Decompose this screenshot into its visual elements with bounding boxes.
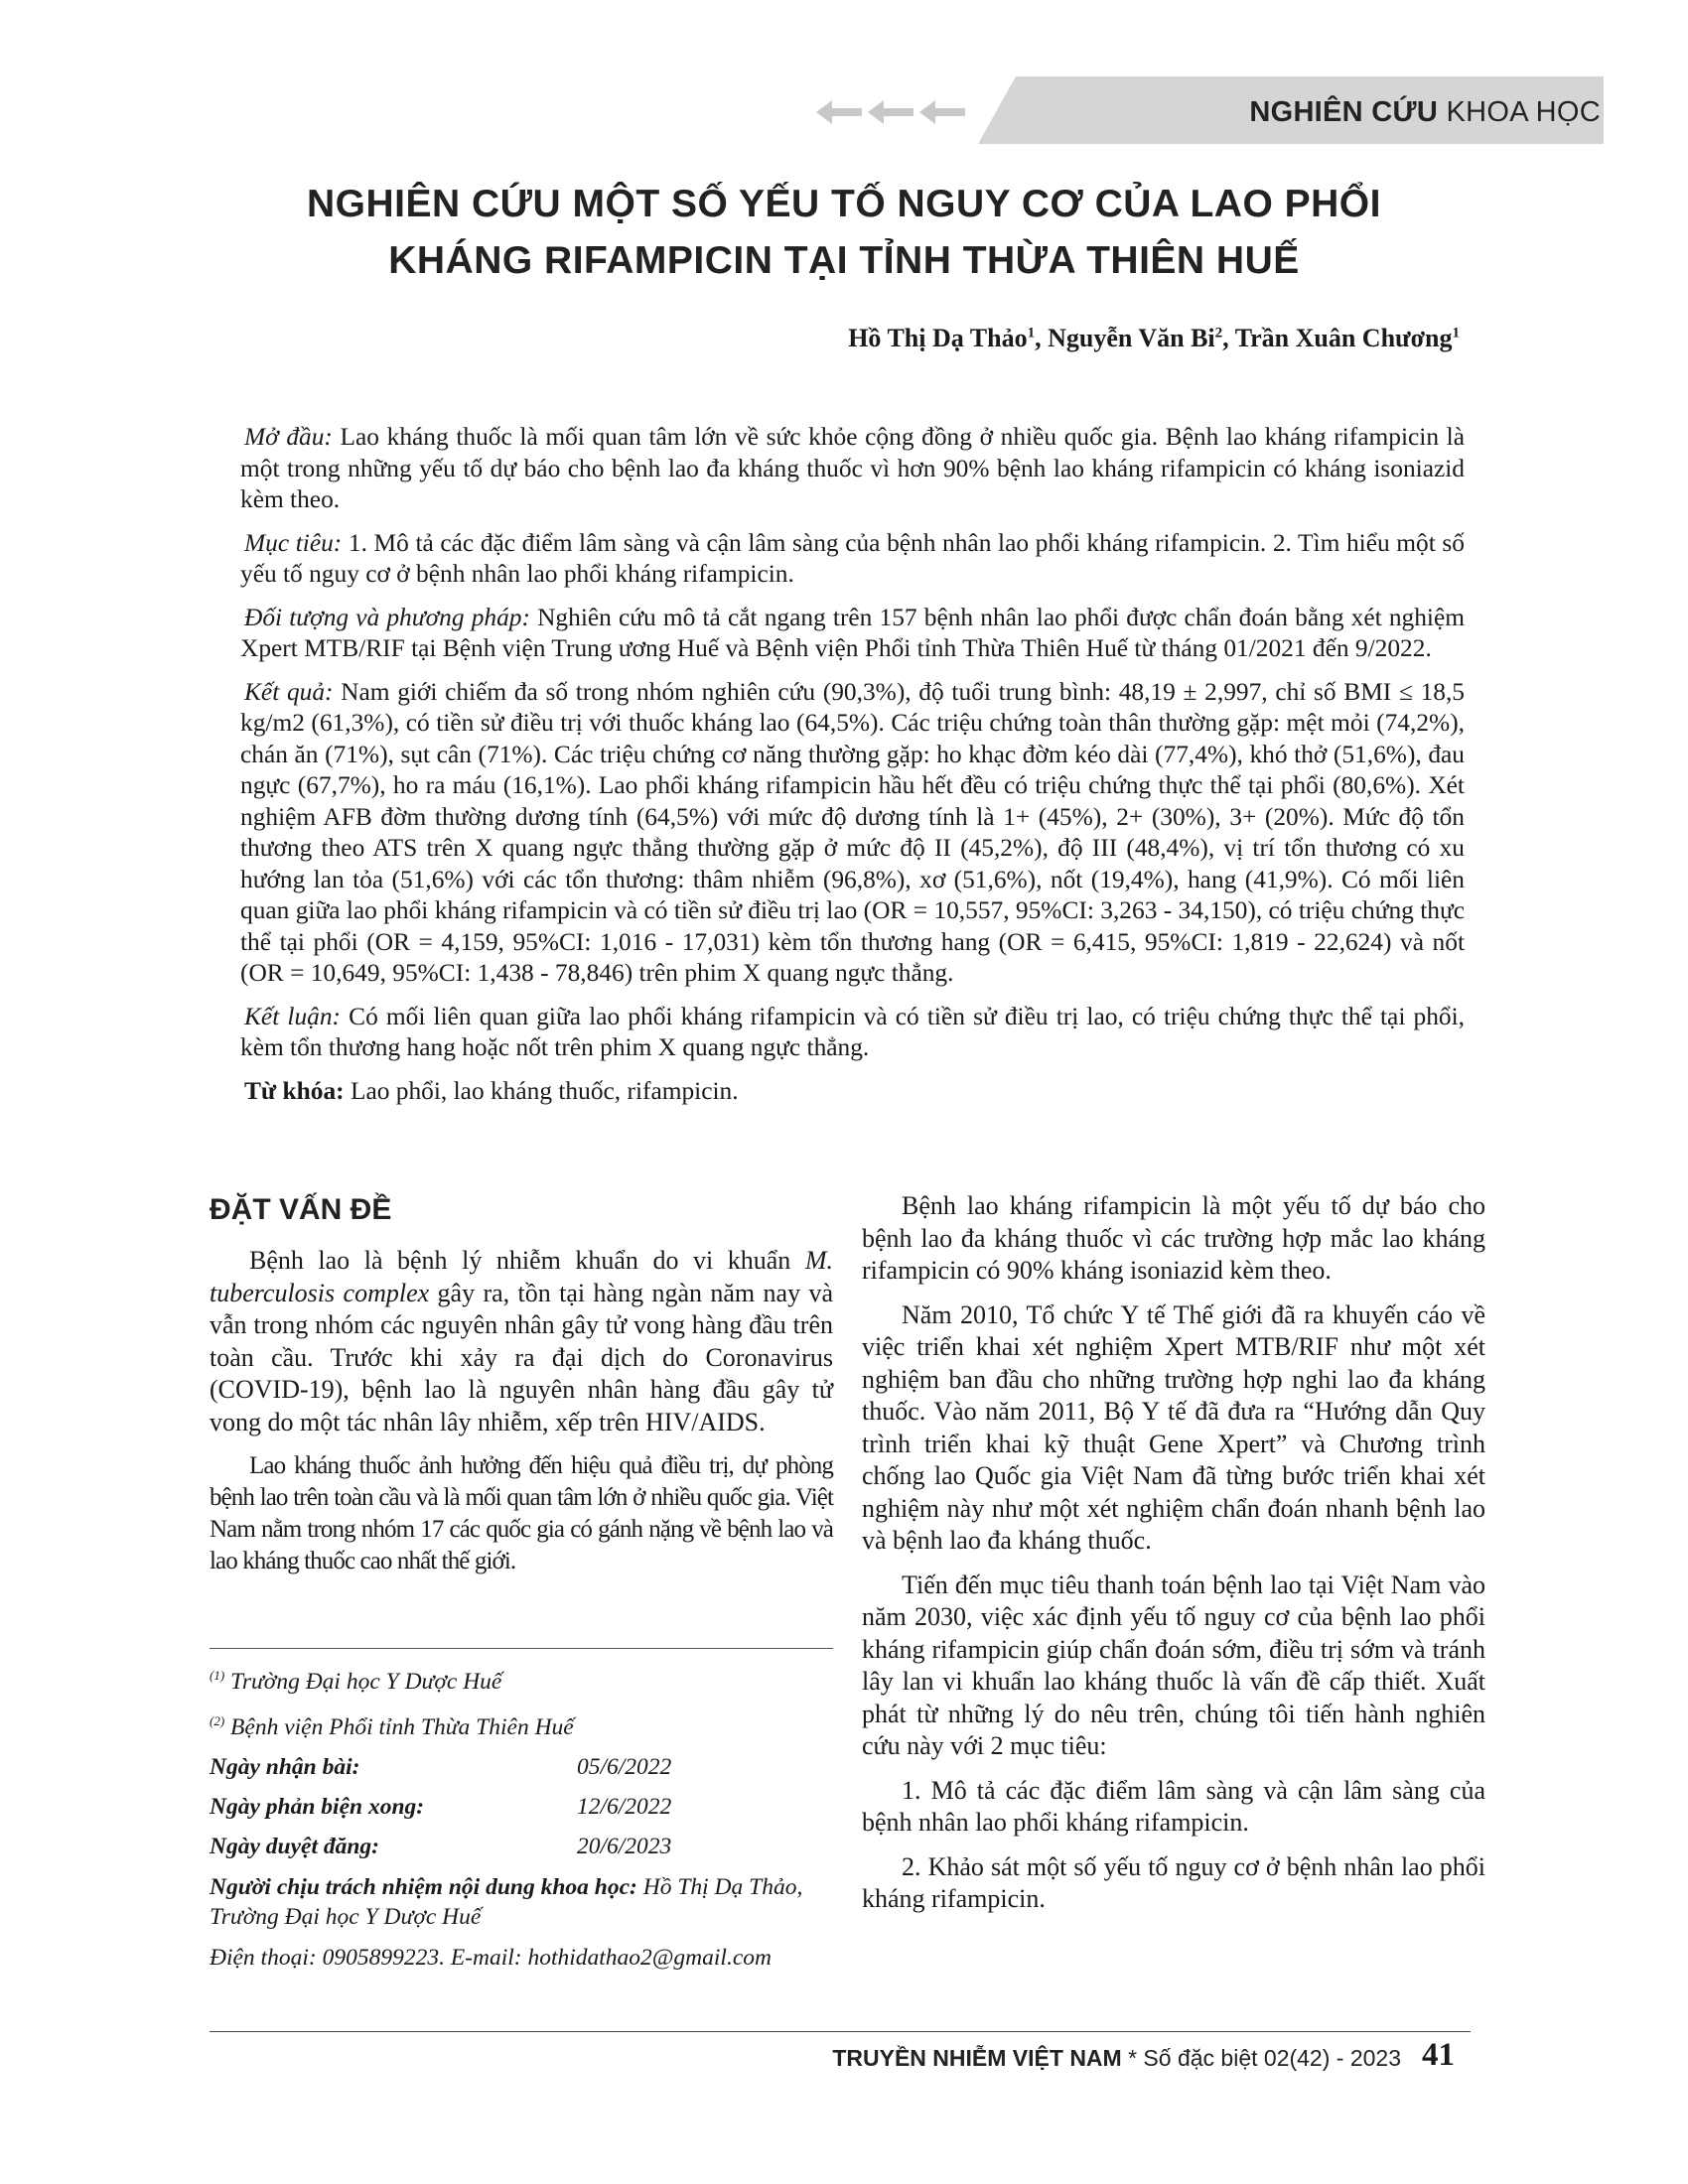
author-name: Nguyễn Văn Bi: [1048, 324, 1215, 352]
keywords-label: Từ khóa:: [244, 1076, 345, 1105]
journal-name: TRUYỀN NHIỄM VIỆT NAM: [832, 2045, 1122, 2071]
objective-item-2: 2. Khảo sát một số yếu tố nguy cơ ở bệnh nhân lao phổi kháng rifampicin.: [862, 1851, 1485, 1913]
abstract-methods: [240, 603, 1465, 665]
intro-paragraph-1: [210, 1245, 833, 1438]
article-title: [149, 176, 1539, 289]
affiliation-2: [210, 1702, 833, 1747]
page-number: 41: [1422, 2037, 1455, 2073]
reviewed-date: 12/6/2022: [577, 1793, 672, 1820]
intro-p1-text-a: Bệnh lao là bệnh lý nhiễm khuẩn do vi khuẩn: [249, 1246, 805, 1275]
author-affiliation: 2: [1214, 325, 1223, 341]
abstract-objective-text: 1. Mô tả các đặc điểm lâm sàng và cận lâm sàng của bệnh nhân lao phổi kháng rifampicin. 2. Tìm hiểu một số yếu tố nguy cơ ở bệnh nhân lao phổi kháng rifampicin.: [240, 528, 1465, 588]
responsible-label: Người chịu trách nhiệm nội dung khoa học:: [210, 1873, 637, 1900]
journal-footer: [832, 2045, 1401, 2072]
section-label: [1249, 96, 1601, 129]
affiliation-1-mark: (1): [210, 1668, 225, 1683]
abstract-conclusion: [240, 1002, 1465, 1064]
abstract-methods-text: Nghiên cứu mô tả cắt ngang trên 157 bệnh nhân lao phổi được chẩn đoán bằng xét nghiệm Xpert MTB/RIF tại Bệnh viện Trung ương Huế và Bệnh viện Phổi tỉnh Thừa Thiên Huế từ tháng 01/2021 đến 9/2022.: [240, 603, 1465, 662]
section-label-rest: KHOA HỌC: [1446, 96, 1601, 128]
issue-info: * Số đặc biệt 02(42) - 2023: [1121, 2045, 1401, 2071]
abstract-results-text: Nam giới chiếm đa số trong nhóm nghiên cứu (90,3%), độ tuổi trung bình: 48,19 ± 2,997, chỉ số BMI ≤ 18,5 kg/m2 (61,3%), có tiền sử điều trị với thuốc kháng lao (64,5%). Các triệu chứng toàn thân thường gặp: mệt mỏi (74,2%), chán ăn (71%), sụt cân (71%). Các triệu chứng cơ năng thường gặp: ho khạc đờm kéo dài (77,4%), khó thở (51,6%), đau ngực (67,7%), ho ra máu (16,1%). Lao phổi kháng rifampicin hầu hết đều có triệu chứng thực thể tại phổi (80,6%). Xét nghiệm AFB đờm thường dương tính (64,5%) với mức độ dương tính là 1+ (45%), 2+ (30%), 3+ (20%). Mức độ tổn thương theo ATS trên X quang ngực thẳng thường gặp ở mức độ II (45,2%), độ III (48,4%), vị trí tổn thương có xu hướng lan tỏa (51,6%) với các tổn thương: thâm nhiễm (96,8%), xơ (51,6%), nốt (19,4%), hang (41,9%). Có mối liên quan giữa lao phổi kháng rifampicin và có tiền sử điều trị lao (OR = 10,557, 95%CI: 3,263 - 34,150), có triệu chứng thực thể tại phổi (OR = 4,159, 95%CI: 1,016 - 17,031) kèm tổn thương hang (OR = 6,415, 95%CI: 1,819 - 22,624) và nốt (OR = 10,649, 95%CI: 1,438 - 78,846) trên phim X quang ngực thẳng.: [240, 677, 1465, 987]
contact-info: Điện thoại: 0905899223. E-mail: hothidathao2@gmail.com: [210, 1944, 772, 1971]
abstract-objective: [240, 528, 1465, 591]
abstract-results: [240, 677, 1465, 990]
reviewed-label: Ngày phản biện xong:: [210, 1793, 425, 1820]
accepted-date: 20/6/2023: [577, 1833, 672, 1859]
received-date: 05/6/2022: [577, 1753, 672, 1780]
accepted-label: Ngày duyệt đăng:: [210, 1833, 380, 1859]
abstract-keywords: [240, 1076, 1465, 1108]
accepted-date-row: [210, 1827, 833, 1866]
intro-paragraph-2: Lao kháng thuốc ảnh hưởng đến hiệu quả điều trị, dự phòng bệnh lao trên toàn cầu và là mối quan tâm lớn ở nhiều quốc gia. Việt Nam nằm trong nhóm 17 các quốc gia có gánh nặng về bệnh lao và lao kháng thuốc cao nhất thế giới.: [210, 1452, 833, 1574]
responsible-text: Hồ Thị Dạ Thảo, Trường Đại học Y Dược Huế: [210, 1873, 803, 1930]
reviewed-date-row: [210, 1787, 833, 1827]
author-name: Trần Xuân Chương: [1234, 324, 1453, 352]
right-column: [862, 1190, 1485, 1928]
left-column: [210, 1245, 833, 1589]
section-label-bold: NGHIÊN CỨU: [1249, 96, 1439, 128]
intro-p1-text-b: gây ra, tồn tại hàng ngàn năm nay và vẫn trong nhóm các nguyên nhân gây tử vong hàng đầu trên toàn cầu. Trước khi xảy ra đại dịch do Coronavirus (COVID-19), bệnh lao là nguyên nhân hàng đầu gây tử vong do một tác nhân lây nhiễm, xếp trên HIV/AIDS.: [210, 1278, 834, 1436]
section-heading: ĐẶT VẤN ĐỀ: [210, 1193, 392, 1226]
right-paragraph-3: Tiến đến mục tiêu thanh toán bệnh lao tại Việt Nam vào năm 2030, việc xác định yếu tố nguy cơ của bệnh lao phổi kháng rifampicin giúp chẩn đoán sớm, điều trị sớm và tránh lây lan vi khuẩn lao kháng thuốc là vấn đề cấp thiết. Xuất phát từ những lý do nêu trên, chúng tôi tiến hành nghiên cứu này với 2 mục tiêu:: [862, 1570, 1485, 1760]
author-affiliation: 1: [1452, 325, 1460, 341]
abstract-intro-text: Lao kháng thuốc là mối quan tâm lớn về sức khỏe cộng đồng ở nhiều quốc gia. Bệnh lao kháng rifampicin là một trong những yếu tố dự báo cho bệnh lao đa kháng thuốc vì hơn 90% bệnh lao kháng rifampicin có kháng isoniazid kèm theo.: [240, 423, 1466, 513]
abstract-results-label: Kết quả:: [244, 677, 334, 706]
abstract-intro: [240, 422, 1465, 516]
title-line-1: NGHIÊN CỨU MỘT SỐ YẾU TỐ NGUY CƠ CỦA LAO PHỔI: [307, 183, 1381, 225]
abstract-conclusion-label: Kết luận:: [244, 1002, 341, 1030]
author-affiliation: 1: [1027, 325, 1036, 341]
abstract-conclusion-text: Có mối liên quan giữa lao phổi kháng rifampicin và có tiền sử điều trị lao, có triệu chứng thực thể tại phổi, kèm tổn thương hang hoặc nốt trên phim X quang ngực thẳng.: [240, 1002, 1466, 1061]
footnotes: [210, 1656, 833, 1978]
affiliation-2-mark: (2): [210, 1712, 225, 1728]
received-label: Ngày nhận bài:: [210, 1753, 360, 1780]
triple-left-arrow-icon: [816, 96, 975, 128]
abstract: [240, 422, 1465, 1119]
organism-name: M. tuberculosis complex: [210, 1246, 833, 1307]
keywords-text: Lao phổi, lao kháng thuốc, rifampicin.: [344, 1076, 739, 1105]
affiliation-1-text: Trường Đại học Y Dược Huế: [224, 1668, 502, 1695]
author-name: Hồ Thị Dạ Thảo: [848, 324, 1028, 352]
right-paragraph-2: Năm 2010, Tổ chức Y tế Thế giới đã ra khuyến cáo về việc triển khai xét nghiệm Xpert MTB/RIF như một xét nghiệm ban đầu cho những trường hợp nghi lao đa kháng thuốc. Vào năm 2011, Bộ Y tế đã đưa ra “Hướng dẫn Quy trình triển khai kỹ thuật Gene Xpert” và Chương trình chống lao Quốc gia Việt Nam đã từng bước triển khai xét nghiệm này như một xét nghiệm chẩn đoán nhanh bệnh lao và bệnh lao đa kháng thuốc.: [862, 1299, 1485, 1555]
footnote-divider: [210, 1648, 833, 1649]
received-date-row: [210, 1747, 833, 1787]
responsible-author: [210, 1872, 833, 1932]
affiliation-2-text: Bệnh viện Phổi tỉnh Thừa Thiên Huế: [224, 1713, 574, 1740]
objective-item-1: 1. Mô tả các đặc điểm lâm sàng và cận lâm sàng của bệnh nhân lao phổi kháng rifampicin.: [862, 1775, 1485, 1837]
abstract-intro-label: Mở đầu:: [244, 423, 333, 451]
title-line-2: KHÁNG RIFAMPICIN TẠI TỈNH THỪA THIÊN HUẾ: [388, 239, 1300, 282]
affiliation-1: [210, 1656, 833, 1702]
author-list: Hồ Thị Dạ Thảo$^1$, Nguyễn Văn Bi$^2$, Trần Xuân Chương$^1$: [848, 324, 1460, 352]
abstract-objective-label: Mục tiêu:: [244, 528, 343, 557]
abstract-methods-label: Đối tượng và phương pháp:: [244, 603, 530, 631]
footer-divider: [210, 2031, 1471, 2032]
right-paragraph-1: Bệnh lao kháng rifampicin là một yếu tố dự báo cho bệnh lao đa kháng thuốc vì các trường hợp mắc lao kháng rifampicin có 90% kháng isoniazid kèm theo.: [862, 1191, 1485, 1285]
